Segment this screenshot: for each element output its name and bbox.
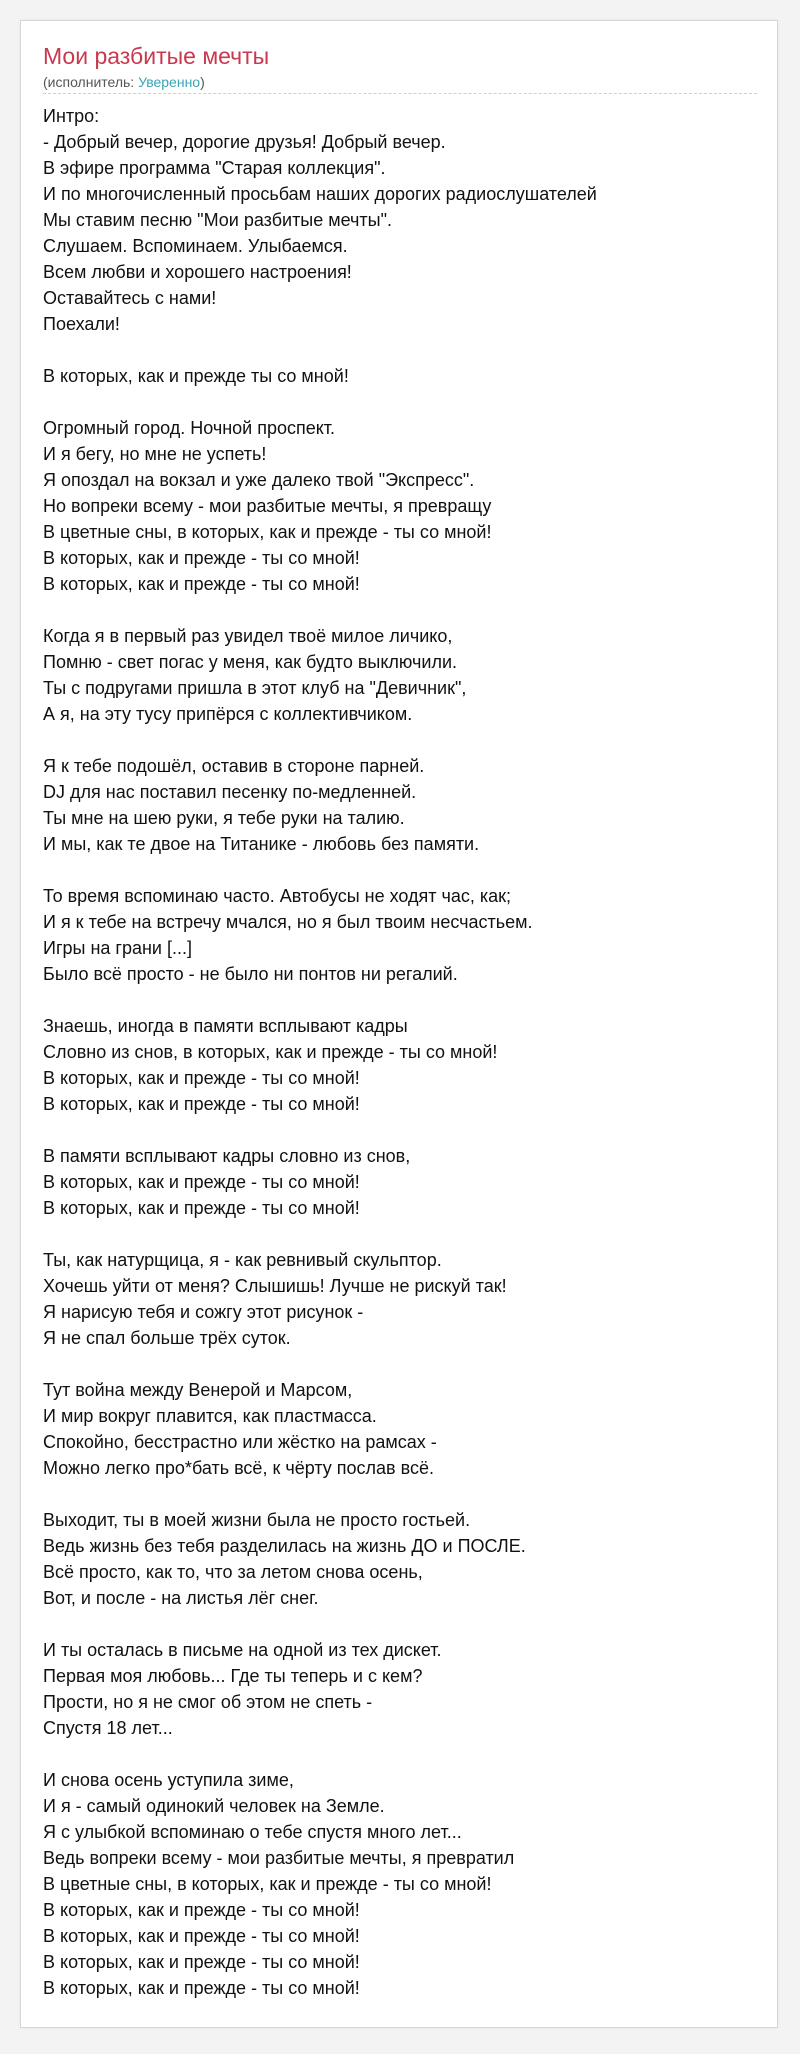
lyric-line: Слушаем. Вспоминаем. Улыбаемся. bbox=[43, 236, 348, 256]
lyric-line: Я к тебе подошёл, оставив в стороне парней. bbox=[43, 756, 425, 776]
lyric-line: Хочешь уйти от меня? Слышишь! Лучше не рискуй так! bbox=[43, 1276, 507, 1296]
lyrics-card bbox=[20, 20, 778, 2028]
stanza-gap bbox=[43, 727, 757, 753]
lyric-line: В которых, как и прежде ты со мной! bbox=[43, 366, 349, 386]
lyric-line: В которых, как и прежде - ты со мной! bbox=[43, 1172, 360, 1192]
lyric-line: То время вспоминаю часто. Автобусы не ходят час, как; bbox=[43, 886, 512, 906]
lyric-line: В цветные сны, в которых, как и прежде - ты со мной! bbox=[43, 1874, 492, 1894]
lyric-line: Ведь вопреки всему - мои разбитые мечты, я превратил bbox=[43, 1848, 515, 1868]
title-divider bbox=[43, 93, 757, 94]
lyric-line: Всем любви и хорошего настроения! bbox=[43, 262, 352, 282]
lyric-line: Мы ставим песню "Мои разбитые мечты". bbox=[43, 210, 392, 230]
lyric-line: И по многочисленный просьбам наших дорогих радиослушателей bbox=[43, 184, 597, 204]
lyric-line: И мир вокруг плавится, как пластмасса. bbox=[43, 1406, 377, 1426]
lyric-line: Ты с подругами пришла в этот клуб на "Девичник", bbox=[43, 678, 467, 698]
lyric-line: Огромный город. Ночной проспект. bbox=[43, 418, 336, 438]
lyric-line: Интро: bbox=[43, 106, 100, 126]
lyric-line: Знаешь, иногда в памяти всплывают кадры bbox=[43, 1016, 408, 1036]
lyrics-body bbox=[43, 103, 757, 2001]
stanza-gap bbox=[43, 1741, 757, 1767]
lyric-line: И я бегу, но мне не успеть! bbox=[43, 444, 267, 464]
stanza-gap bbox=[43, 337, 757, 363]
lyric-line: В которых, как и прежде - ты со мной! bbox=[43, 1978, 360, 1998]
lyric-line: Я с улыбкой вспоминаю о тебе спустя много лет... bbox=[43, 1822, 462, 1842]
stanza-gap bbox=[43, 1611, 757, 1637]
lyric-line: Я не спал больше трёх суток. bbox=[43, 1328, 291, 1348]
lyric-line: В памяти всплывают кадры словно из снов, bbox=[43, 1146, 411, 1166]
lyric-line: В которых, как и прежде - ты со мной! bbox=[43, 1926, 360, 1946]
lyric-line: Оставайтесь с нами! bbox=[43, 288, 217, 308]
lyric-line: И я к тебе на встречу мчался, но я был твоим несчастьем. bbox=[43, 912, 533, 932]
lyric-line: В цветные сны, в которых, как и прежде - ты со мной! bbox=[43, 522, 492, 542]
lyric-line: Помню - свет погас у меня, как будто выключили. bbox=[43, 652, 457, 672]
lyric-line: Всё просто, как то, что за летом снова осень, bbox=[43, 1562, 423, 1582]
stanza-gap bbox=[43, 987, 757, 1013]
lyric-line: В которых, как и прежде - ты со мной! bbox=[43, 574, 360, 594]
lyric-line: А я, на эту тусу припёрся с коллективчиком. bbox=[43, 704, 413, 724]
stanza-gap bbox=[43, 857, 757, 883]
lyric-line: В которых, как и прежде - ты со мной! bbox=[43, 1900, 360, 1920]
lyric-line: Спустя 18 лет... bbox=[43, 1718, 173, 1738]
artist-prefix: (исполнитель: bbox=[43, 74, 139, 90]
lyric-line: Тут война между Венерой и Марсом, bbox=[43, 1380, 353, 1400]
lyric-line: Первая моя любовь... Где ты теперь и с кем? bbox=[43, 1666, 423, 1686]
lyric-line: Вот, и после - на листья лёг снег. bbox=[43, 1588, 319, 1608]
stanza-gap bbox=[43, 1351, 757, 1377]
lyric-line: И я - самый одинокий человек на Земле. bbox=[43, 1796, 385, 1816]
lyric-line: В которых, как и прежде - ты со мной! bbox=[43, 548, 360, 568]
lyric-line: В которых, как и прежде - ты со мной! bbox=[43, 1952, 360, 1972]
lyric-line: И снова осень уступила зиме, bbox=[43, 1770, 294, 1790]
lyric-line: И ты осталась в письме на одной из тех дискет. bbox=[43, 1640, 442, 1660]
lyric-line: Ты, как натурщица, я - как ревнивый скульптор. bbox=[43, 1250, 442, 1270]
lyric-line: Ты мне на шею руки, я тебе руки на талию. bbox=[43, 808, 405, 828]
lyric-line: Я нарисую тебя и сожгу этот рисунок - bbox=[43, 1302, 364, 1322]
lyric-line: Но вопреки всему - мои разбитые мечты, я превращу bbox=[43, 496, 492, 516]
lyric-line: В которых, как и прежде - ты со мной! bbox=[43, 1198, 360, 1218]
lyric-line: Было всё просто - не было ни понтов ни регалий. bbox=[43, 964, 458, 984]
lyric-line: И мы, как те двое на Титанике - любовь без памяти. bbox=[43, 834, 480, 854]
stanza-gap bbox=[43, 1221, 757, 1247]
lyric-line: Когда я в первый раз увидел твоё милое личико, bbox=[43, 626, 453, 646]
artist-suffix: ) bbox=[200, 74, 205, 90]
lyric-line: Я опоздал на вокзал и уже далеко твой "Экспресс". bbox=[43, 470, 475, 490]
stanza-gap bbox=[43, 389, 757, 415]
lyric-line: Игры на грани [...] bbox=[43, 938, 192, 958]
artist-credit bbox=[43, 73, 205, 91]
lyric-line: - Добрый вечер, дорогие друзья! Добрый вечер. bbox=[43, 132, 446, 152]
stanza-gap bbox=[43, 597, 757, 623]
lyric-line: DJ для нас поставил песенку по-медленней. bbox=[43, 782, 417, 802]
lyric-line: В которых, как и прежде - ты со мной! bbox=[43, 1094, 360, 1114]
lyric-line: В эфире программа "Старая коллекция". bbox=[43, 158, 386, 178]
artist-link[interactable]: Уверенно bbox=[138, 74, 201, 90]
song-title: Мои разбитые мечты bbox=[43, 43, 270, 69]
lyric-line: Ведь жизнь без тебя разделилась на жизнь ДО и ПОСЛЕ. bbox=[43, 1536, 526, 1556]
stanza-gap bbox=[43, 1481, 757, 1507]
lyric-line: Поехали! bbox=[43, 314, 120, 334]
lyric-line: В которых, как и прежде - ты со мной! bbox=[43, 1068, 360, 1088]
lyric-line: Прости, но я не смог об этом не спеть - bbox=[43, 1692, 373, 1712]
lyric-line: Можно легко про*бать всё, к чёрту послав всё. bbox=[43, 1458, 434, 1478]
lyric-line: Спокойно, бесстрастно или жёстко на рамсах - bbox=[43, 1432, 437, 1452]
stanza-gap bbox=[43, 1117, 757, 1143]
lyric-line: Выходит, ты в моей жизни была не просто гостьей. bbox=[43, 1510, 471, 1530]
lyric-line: Словно из снов, в которых, как и прежде - ты со мной! bbox=[43, 1042, 498, 1062]
